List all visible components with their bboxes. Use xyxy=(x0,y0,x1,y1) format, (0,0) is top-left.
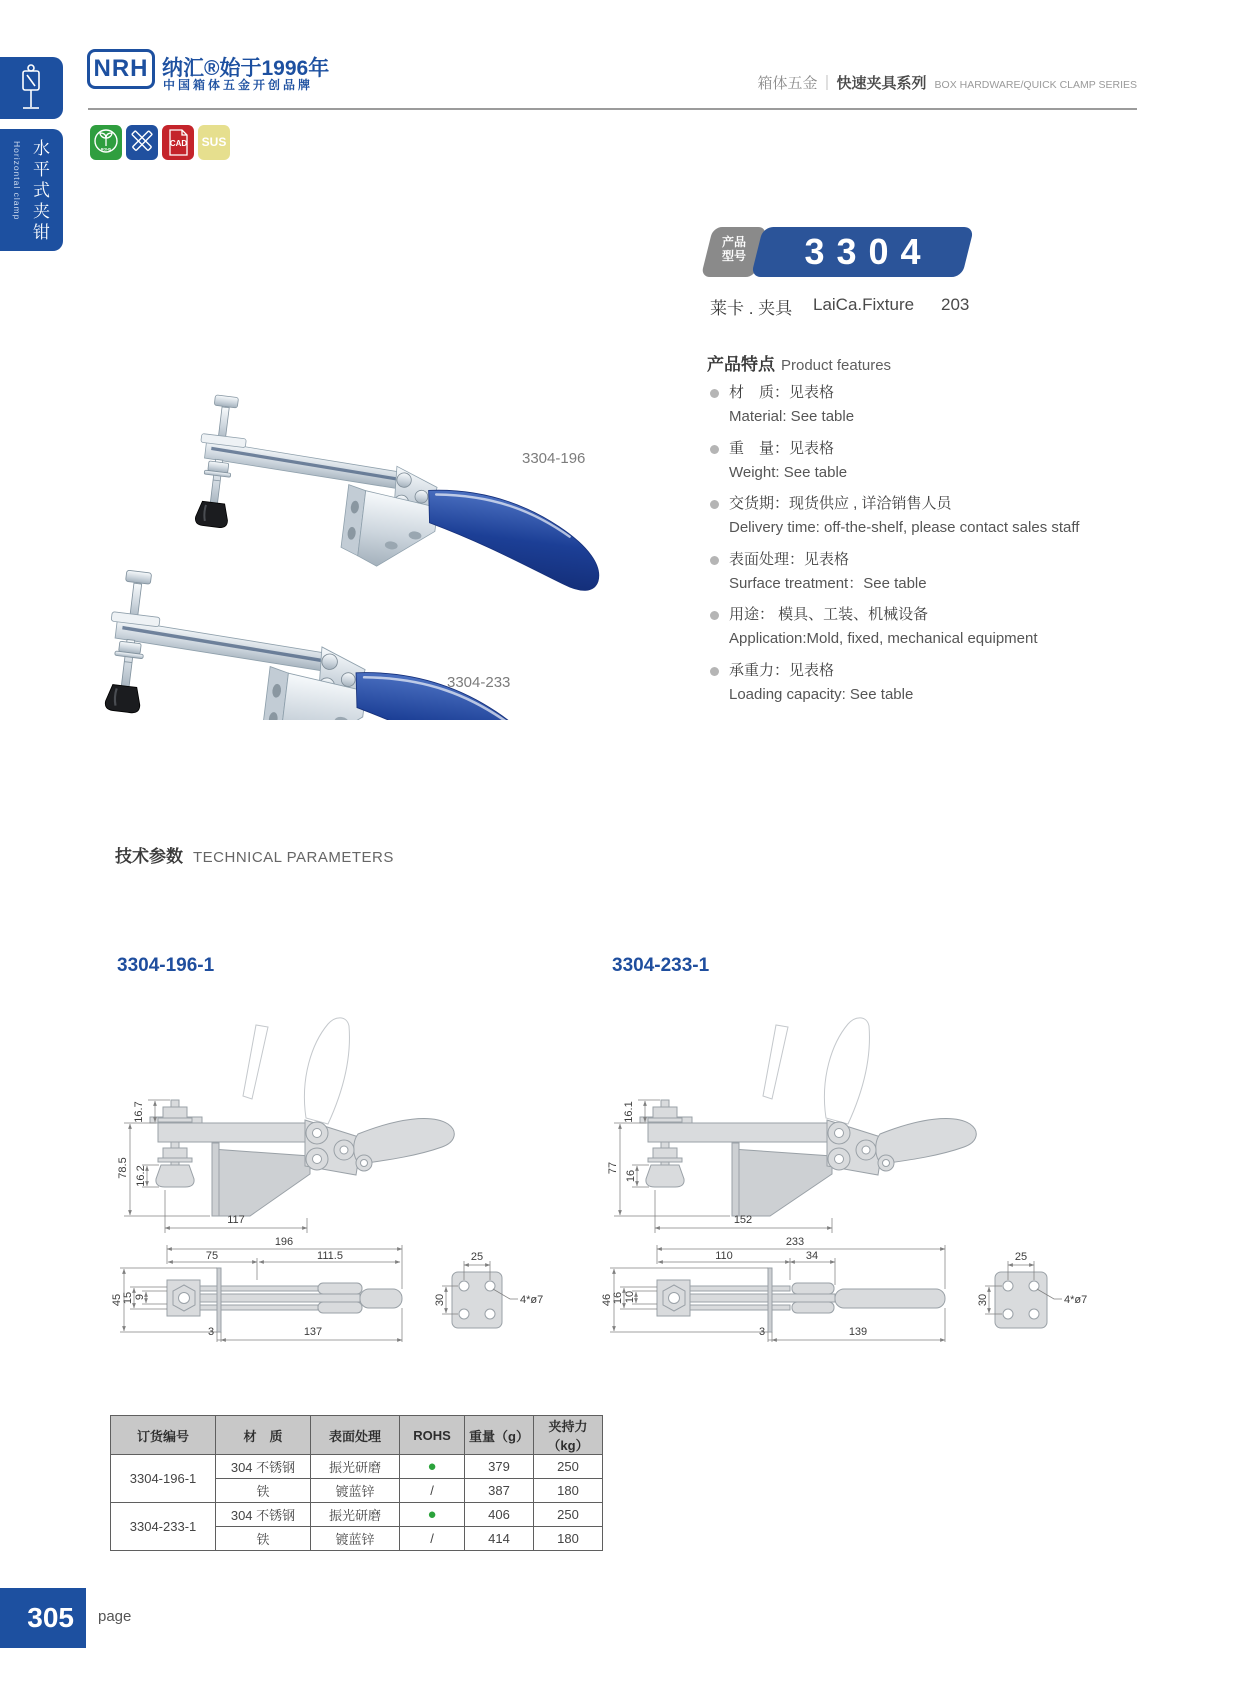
bullet-icon xyxy=(710,389,719,398)
feature-item xyxy=(707,550,1187,606)
series-zh-bold: 快速夹具系列 xyxy=(836,75,927,92)
cad-file-icon xyxy=(162,125,194,160)
tech-title-zh: 技术参数 xyxy=(115,847,183,866)
col-weight: 重量（g） xyxy=(465,1416,534,1455)
material: 铁 xyxy=(216,1527,311,1551)
bullet-icon xyxy=(710,667,719,676)
series-zh: 箱体五金 xyxy=(757,75,818,92)
svg-text:117: 117 xyxy=(227,1214,245,1226)
weight: 387 xyxy=(465,1479,534,1503)
col-material: 材 质 xyxy=(216,1416,311,1455)
sidebar-category-zh: 水平式夹钳 xyxy=(30,139,49,244)
design-tools-icon xyxy=(126,125,158,160)
technical-drawing-233 xyxy=(590,928,1110,1348)
svg-text:137: 137 xyxy=(303,1326,323,1338)
rohs-status: ● xyxy=(400,1455,465,1479)
sidebar-category-en: Horizontal clamp xyxy=(12,141,22,221)
features-title-en: Product features xyxy=(781,357,892,374)
svg-text:10: 10 xyxy=(624,1290,636,1304)
rohs-icon-label: ROHS xyxy=(100,147,112,152)
rohs-icon xyxy=(90,125,122,160)
sidebar-category-icon-box xyxy=(0,57,63,119)
force: 180 xyxy=(534,1527,603,1551)
features-list xyxy=(707,383,1187,716)
col-force: 夹持力（kg） xyxy=(534,1416,603,1455)
force: 250 xyxy=(534,1455,603,1479)
rohs-status: / xyxy=(400,1527,465,1551)
feature-item xyxy=(707,661,1187,717)
product-name-en: LaiCa.Fixture xyxy=(813,295,915,314)
svg-text:30: 30 xyxy=(977,1293,989,1307)
order-number: 3304-196-1 xyxy=(111,1455,216,1503)
rohs-status: / xyxy=(400,1479,465,1503)
svg-text:78.5: 78.5 xyxy=(117,1157,129,1179)
bullet-icon xyxy=(710,445,719,454)
feature-item xyxy=(707,383,1187,439)
header-divider-line xyxy=(88,108,1137,110)
svg-text:46: 46 xyxy=(601,1293,613,1307)
feature-zh: 承重力：见表格 xyxy=(729,661,835,679)
rohs-status: ● xyxy=(400,1503,465,1527)
feature-en: Material: See table xyxy=(729,408,855,425)
table-row xyxy=(111,1503,603,1527)
svg-text:77: 77 xyxy=(607,1161,619,1175)
brand-subtitle: 中国箱体五金开创品牌 xyxy=(163,78,314,92)
drawing-label-196: 3304-196-1 xyxy=(117,955,215,976)
product-code: 203 xyxy=(941,295,970,314)
sus-icon xyxy=(198,125,230,160)
bullet-icon xyxy=(710,556,719,565)
svg-text:139: 139 xyxy=(848,1326,868,1338)
photo-label-196: 3304-196 xyxy=(522,450,586,467)
surface: 振光研磨 xyxy=(311,1503,400,1527)
surface: 振光研磨 xyxy=(311,1455,400,1479)
technical-drawing-196 xyxy=(100,928,620,1348)
svg-text:16: 16 xyxy=(625,1169,637,1183)
svg-text:110: 110 xyxy=(715,1250,733,1262)
order-number: 3304-233-1 xyxy=(111,1503,216,1551)
nrh-logo-text: NRH xyxy=(93,55,149,82)
feature-en: Weight: See table xyxy=(729,463,848,481)
svg-text:16.1: 16.1 xyxy=(623,1101,635,1123)
product-photos xyxy=(0,180,700,720)
svg-text:4*ø7: 4*ø7 xyxy=(1064,1294,1088,1306)
feature-zh: 表面处理：见表格 xyxy=(729,550,850,568)
nrh-logo xyxy=(87,49,155,89)
feature-en: Application:Mold, fixed, mechanical equipment xyxy=(729,630,1038,647)
feature-zh: 用途： 模具、工装、机械设备 xyxy=(729,606,929,623)
svg-text:4*ø7: 4*ø7 xyxy=(520,1294,544,1306)
svg-text:45: 45 xyxy=(111,1293,123,1307)
page-number-box xyxy=(0,1588,86,1648)
sus-icon-label: SUS xyxy=(201,135,227,149)
model-badge-label xyxy=(707,235,761,263)
svg-text:75: 75 xyxy=(205,1250,219,1262)
col-order: 订货编号 xyxy=(111,1416,216,1455)
table-row xyxy=(111,1455,603,1479)
feature-zh: 交货期：现货供应 , 详洽销售人员 xyxy=(729,495,952,512)
model-badge-line2: 型号 xyxy=(721,249,746,263)
page-label: page xyxy=(98,1608,132,1625)
svg-text:25: 25 xyxy=(470,1251,484,1263)
features-title xyxy=(707,350,891,375)
svg-text:111.5: 111.5 xyxy=(317,1250,343,1262)
series-en: BOX HARDWARE/QUICK CLAMP SERIES xyxy=(934,79,1137,91)
vertical-clamp-icon xyxy=(0,57,63,119)
svg-text:16.7: 16.7 xyxy=(133,1101,145,1123)
feature-en: Delivery time: off-the-shelf, please contact sales staff xyxy=(729,519,1080,536)
cad-icon-label: CAD xyxy=(169,139,188,148)
weight: 414 xyxy=(465,1527,534,1551)
svg-text:3: 3 xyxy=(207,1326,215,1338)
brand-title: 纳汇®始于1996年 xyxy=(162,57,330,80)
series-header xyxy=(757,72,1137,93)
svg-text:233: 233 xyxy=(785,1236,805,1248)
material: 304 不锈钢 xyxy=(216,1503,311,1527)
col-rohs: ROHS xyxy=(400,1416,465,1455)
svg-text:9: 9 xyxy=(134,1293,146,1301)
col-surface: 表面处理 xyxy=(311,1416,400,1455)
svg-text:196: 196 xyxy=(274,1236,294,1248)
page-number: 305 xyxy=(27,1602,74,1633)
feature-en: Loading capacity: See table xyxy=(729,685,914,703)
model-badge-line1: 产品 xyxy=(721,235,746,249)
feature-item xyxy=(707,494,1187,550)
spec-table-header-row xyxy=(111,1416,603,1455)
surface: 镀蓝锌 xyxy=(311,1527,400,1551)
feature-zh: 材 质：见表格 xyxy=(729,384,835,401)
bullet-icon xyxy=(710,611,719,620)
feature-item xyxy=(707,439,1187,495)
svg-text:3: 3 xyxy=(758,1326,766,1338)
force: 250 xyxy=(534,1503,603,1527)
weight: 406 xyxy=(465,1503,534,1527)
material: 铁 xyxy=(216,1479,311,1503)
svg-text:15: 15 xyxy=(122,1291,134,1305)
series-divider: ｜ xyxy=(819,75,835,92)
tech-title-en: TECHNICAL PARAMETERS xyxy=(193,849,394,866)
svg-text:25: 25 xyxy=(1014,1251,1028,1263)
model-number: 3304 xyxy=(804,231,933,272)
photo-label-233: 3304-233 xyxy=(447,674,511,691)
svg-text:30: 30 xyxy=(434,1293,446,1307)
feature-item xyxy=(707,605,1187,661)
svg-text:34: 34 xyxy=(805,1250,819,1262)
product-name-zh: 莱卡 . 夹具 xyxy=(710,299,793,318)
material: 304 不锈钢 xyxy=(216,1455,311,1479)
weight: 379 xyxy=(465,1455,534,1479)
surface: 镀蓝锌 xyxy=(311,1479,400,1503)
bullet-icon xyxy=(710,500,719,509)
svg-text:16: 16 xyxy=(612,1291,624,1305)
drawing-label-233: 3304-233-1 xyxy=(612,955,710,976)
svg-text:152: 152 xyxy=(733,1214,753,1226)
feature-zh: 重 量：见表格 xyxy=(729,439,835,457)
tech-title xyxy=(115,842,394,867)
features-title-zh: 产品特点 xyxy=(707,355,775,374)
force: 180 xyxy=(534,1479,603,1503)
feature-en: Surface treatment：See table xyxy=(729,574,927,592)
svg-text:16.2: 16.2 xyxy=(135,1165,147,1187)
spec-table xyxy=(110,1415,603,1551)
